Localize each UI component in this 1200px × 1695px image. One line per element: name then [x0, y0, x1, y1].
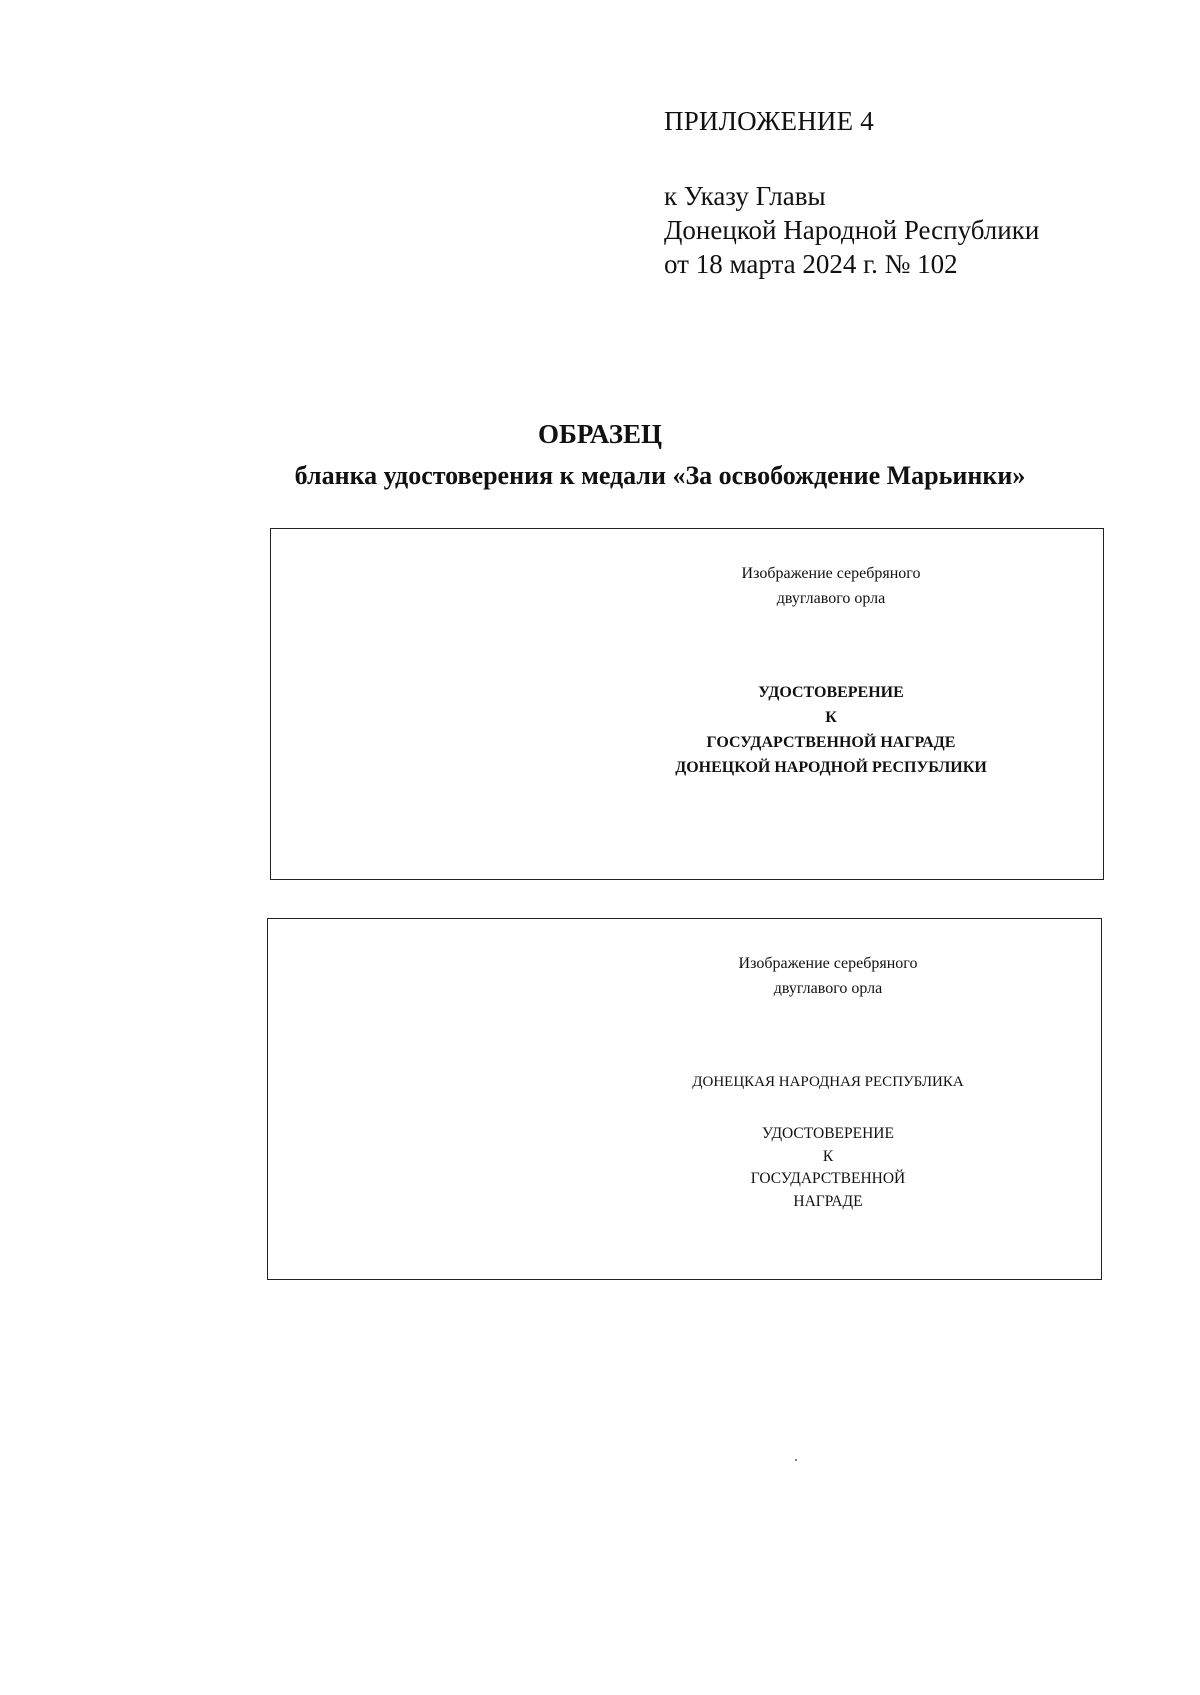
emblem-line: двуглавого орла [773, 980, 883, 997]
heading-line: ДОНЕЦКОЙ НАРОДНОЙ РЕСПУБЛИКИ [675, 759, 987, 776]
heading-line: УДОСТОВЕРЕНИЕ [758, 684, 904, 701]
heading-line: ГОСУДАРСТВЕННОЙ НАГРАДЕ [706, 734, 956, 751]
heading-line: ГОСУДАРСТВЕННОЙ [750, 1170, 906, 1187]
heading-line: УДОСТОВЕРЕНИЕ [762, 1125, 894, 1142]
document-title: ОБРАЗЕЦ [538, 419, 662, 449]
republic-name: ДОНЕЦКАЯ НАРОДНАЯ РЕСПУБЛИКА [692, 1074, 964, 1090]
appendix-ref-line-republic: Донецкой Народной Республики [664, 215, 1040, 245]
heading-line: НАГРАДЕ [793, 1192, 863, 1210]
appendix-title: ПРИЛОЖЕНИЕ 4 [664, 106, 874, 136]
certificate-blank-cover [267, 918, 1102, 1280]
appendix-ref-line-date: от 18 марта 2024 г. № 102 [664, 249, 958, 279]
appendix-reference [664, 179, 1039, 281]
scan-speck [795, 1459, 797, 1461]
heading-line: К [825, 709, 837, 726]
appendix-ref-line-decree: к Указу Главы [664, 181, 826, 211]
emblem-line: Изображение серебряного [741, 565, 921, 582]
emblem-line: Изображение серебряного [738, 955, 918, 972]
document-subtitle: бланка удостоверения к медали «За освобождение Марьинки» [294, 461, 1026, 490]
emblem-line: двуглавого орла [776, 590, 886, 607]
certificate-blank-inner-spread [270, 528, 1104, 880]
heading-line: К [822, 1147, 834, 1165]
